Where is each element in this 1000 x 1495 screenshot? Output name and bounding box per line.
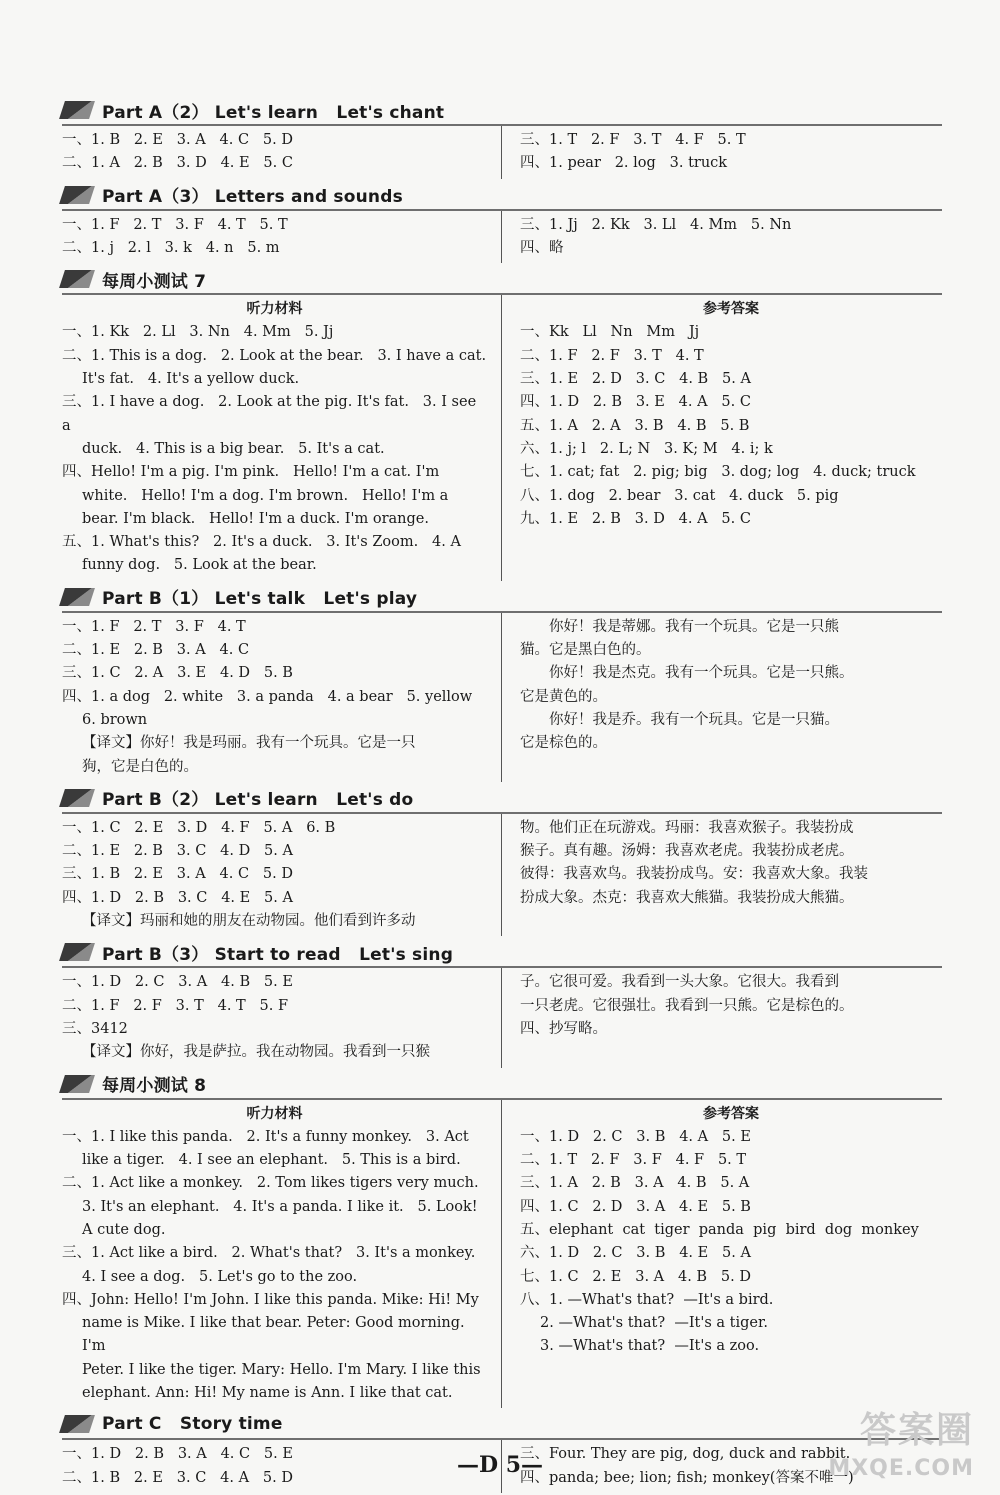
answer-line: 你好！我是乔。我有一个玩具。它是一只猫。 [549,711,839,728]
section-header [62,96,942,126]
answer-line: 狗，它是白色的。 [82,758,198,775]
answer-line: 七、1. cat; fat 2. pig; big 3. dog; log 4. duck; truck [520,464,916,481]
answer-line: 4. I see a dog. 5. Let's go to the zoo. [82,1268,358,1285]
answer-line: 一只老虎。它很强壮。我看到一只熊。它是棕色的。 [520,997,854,1014]
answer-line: 三、1. T 2. F 3. T 4. F 5. T [520,132,746,148]
answer-line: 七、1. C 2. E 3. A 4. B 5. D [520,1268,751,1285]
section-columns [62,211,942,264]
section-marker-icon [59,789,95,807]
section-marker-icon [59,186,95,204]
answer-section [62,265,942,581]
section-header [62,583,942,613]
answer-line: 二、1. F 2. F 3. T 4. T [520,347,704,364]
answer-line: 它是黄色的。 [520,688,607,705]
section-marker-icon [59,943,95,961]
answer-line: white. Hello! I'm a dog. I'm brown. Hello! I'm a [82,487,449,504]
answer-line: Peter. I like the tiger. Mary: Hello. I'm Mary. I like this [82,1361,481,1378]
answer-line: 猴子。真有趣。汤姆：我喜欢老虎。我装扮成老虎。 [520,843,854,860]
section-header [62,784,942,814]
answer-line: bear. I'm black. Hello! I'm a duck. I'm orange. [82,510,429,527]
column-heading: 参考答案 [703,301,759,318]
answer-line: elephant. Ann: Hi! My name is Ann. I like that cat. [82,1385,453,1402]
answer-line: 三、1. A 2. B 3. A 4. B 5. A [520,1175,750,1192]
answer-line: 二、1. j 2. l 3. k 4. n 5. m [62,239,280,256]
left-column [62,211,502,264]
column-heading: 听力材料 [246,1105,303,1122]
section-marker-icon [59,270,95,288]
answer-line: 【译文】你好！我是玛丽。我有一个玩具。它是一只 [82,735,416,752]
right-column [502,968,942,1067]
section-marker-icon [59,588,95,606]
answer-line: 八、1. —What's that? —It's a bird. [520,1291,774,1308]
answer-line: 四、1. pear 2. log 3. truck [520,155,728,172]
section-header [62,1410,942,1440]
section-header [62,181,942,211]
answer-line: 一、1. I like this panda. 2. It's a funny monkey. 3. Act [62,1128,469,1145]
answer-line: 三、1. E 2. D 3. C 4. B 5. A [520,371,751,388]
right-column [502,613,942,782]
answer-line: 三、1. C 2. A 3. E 4. D 5. B [62,665,293,682]
answer-page [62,96,942,1495]
answer-section [62,583,942,782]
answer-line: 五、1. What's this? 2. It's a duck. 3. It's Zoom. 4. A [62,534,461,551]
answer-line: 四、John: Hello! I'm John. I like this panda. Mike: Hi! My [62,1291,479,1308]
left-column [62,126,502,179]
right-column [502,126,942,179]
answer-line: 三、3412 [62,1020,128,1037]
section-title: Part B（1） Let's talk Let's play [102,589,418,610]
answer-line: 扮成大象。杰克：我喜欢大熊猫。我装扮成大熊猫。 [520,889,854,906]
answer-line: 四、Hello! I'm a pig. I'm pink. Hello! I'm a cat. I'm [62,464,440,481]
section-header [62,938,942,968]
answer-line: 物。他们正在玩游戏。玛丽：我喜欢猴子。我装扮成 [520,819,854,836]
answer-line: 彼得：我喜欢鸟。我装扮成鸟。安：我喜欢大象。我装 [520,866,868,883]
left-column [62,295,502,581]
page-number: —D 5— [456,1452,544,1478]
answer-line: 子。它很可爱。我看到一头大象。它很大。我看到 [520,974,839,991]
answer-line: 九、1. E 2. B 3. D 4. A 5. C [520,510,751,527]
answer-line: 6. brown [82,711,148,728]
answer-line: 2. —What's that? —It's a tiger. [540,1315,768,1332]
answer-line: 三、1. Act like a bird. 2. What's that? 3. It's a monkey. [62,1245,476,1262]
answer-line: 二、1. T 2. F 3. F 4. F 5. T [520,1152,747,1169]
answer-line: 三、1. B 2. E 3. A 4. C 5. D [62,866,293,883]
answer-line: It's fat. 4. It's a yellow duck. [82,371,300,388]
answer-line: 四、抄写略。 [520,1020,607,1037]
answer-line: 二、1. B 2. E 3. C 4. A 5. D [62,1469,293,1486]
answer-line: 猫。它是黑白色的。 [520,642,651,659]
column-heading: 参考答案 [703,1105,759,1122]
section-title: 每周小测试 8 [102,1076,207,1096]
answer-line: 三、Four. They are pig, dog, duck and rabbit. [520,1446,851,1463]
answer-line: 一、1. D 2. B 3. A 4. C 5. E [62,1446,293,1463]
answer-section [62,181,942,264]
answer-line: name is Mike. I like that bear. Peter: Good morning. I'm [82,1315,470,1355]
answer-line: 一、1. Kk 2. Ll 3. Nn 4. Mm 5. Jj [62,324,334,341]
left-column [62,968,502,1067]
answer-line: 六、1. D 2. C 3. B 4. E 5. A [520,1245,751,1262]
answer-line: 一、1. F 2. T 3. F 4. T 5. T [62,216,288,233]
answer-line: 一、1. C 2. E 3. D 4. F 5. A 6. B [62,819,336,836]
answer-line: 3. —What's that? —It's a zoo. [540,1338,760,1355]
answer-line: like a tiger. 4. I see an elephant. 5. This is a bird. [82,1152,461,1169]
right-column [502,1100,942,1409]
answer-line: 【译文】你好，我是萨拉。我在动物园。我看到一只猴 [82,1044,430,1061]
section-title: Part A（2） Let's learn Let's chant [102,102,445,123]
answer-line: 四、1. D 2. B 3. C 4. E 5. A [62,889,293,906]
answer-line: 一、1. D 2. C 3. A 4. B 5. E [62,974,293,991]
answer-line: 六、1. j; l 2. L; N 3. K; M 4. i; k [520,440,773,457]
section-columns [62,295,942,581]
answer-section [62,1070,942,1409]
answer-line: 四、1. C 2. D 3. A 4. E 5. B [520,1198,751,1215]
answer-line: 三、1. Jj 2. Kk 3. Ll 4. Mm 5. Nn [520,216,792,233]
section-marker-icon [59,101,95,119]
left-column [62,1100,502,1409]
answer-section [62,938,942,1067]
left-column [62,814,502,936]
answer-line: A cute dog. [82,1221,166,1238]
watermark-url: MXQE.COM [828,1456,974,1481]
section-header [62,1070,942,1100]
answer-line: 一、1. B 2. E 3. A 4. C 5. D [62,132,293,148]
answer-line: 三、1. I have a dog. 2. Look at the pig. It's fat. 3. I see a [62,394,481,434]
answer-line: 二、1. This is a dog. 2. Look at the bear. 3. I have a cat. [62,347,487,364]
answer-section [62,784,942,936]
answer-line: 五、1. A 2. A 3. B 4. B 5. B [520,417,750,434]
answer-line: 四、1. a dog 2. white 3. a panda 4. a bear 5. yellow [62,688,473,705]
answer-line: funny dog. 5. Look at the bear. [82,557,317,574]
right-column [502,211,942,264]
right-column [502,814,942,936]
section-columns [62,1100,942,1409]
answer-line: 你好！我是蒂娜。我有一个玩具。它是一只熊 [549,618,839,635]
answer-line: 一、1. D 2. C 3. B 4. A 5. E [520,1128,751,1145]
section-header [62,265,942,295]
answer-line: 四、1. D 2. B 3. E 4. A 5. C [520,394,751,411]
section-columns [62,126,942,179]
answer-line: 一、Kk Ll Nn Mm Jj [520,324,700,341]
column-heading: 听力材料 [246,301,303,318]
section-title: Part A（3） Letters and sounds [102,187,403,208]
answer-line: 一、1. F 2. T 3. F 4. T [62,618,246,635]
answer-line: 二、1. F 2. F 3. T 4. T 5. F [62,997,289,1014]
section-title: 每周小测试 7 [102,271,207,292]
section-columns [62,613,942,782]
answer-line: 【译文】玛丽和她的朋友在动物园。他们看到许多动 [82,913,416,930]
answer-line: duck. 4. This is a big bear. 5. It's a cat. [82,440,385,457]
site-watermark [828,1412,974,1488]
answer-line: 二、1. E 2. B 3. C 4. D 5. A [62,843,293,860]
right-column [502,295,942,581]
answer-line: 五、elephant cat tiger panda pig bird dog monkey [520,1221,919,1238]
section-columns [62,968,942,1067]
answer-section [62,96,942,179]
watermark-logo-text: 答案圈 [859,1410,974,1451]
left-column [62,613,502,782]
section-marker-icon [59,1075,95,1093]
section-title: Part B（2） Let's learn Let's do [102,790,414,811]
answer-line: 你好！我是杰克。我有一个玩具。它是一只熊。 [549,665,854,682]
answer-line: 八、1. dog 2. bear 3. cat 4. duck 5. pig [520,487,839,504]
answer-line: 3. It's an elephant. 4. It's a panda. I like it. 5. Look! [82,1198,478,1215]
answer-line: 四、略 [520,239,564,256]
answer-line: 二、1. Act like a monkey. 2. Tom likes tigers very much. [62,1175,479,1192]
answer-line: 二、1. E 2. B 3. A 4. C [62,642,250,659]
section-marker-icon [59,1415,95,1433]
answer-line: 它是棕色的。 [520,735,607,752]
section-title: Part C Story time [102,1414,283,1435]
section-columns [62,814,942,936]
answer-line: 二、1. A 2. B 3. D 4. E 5. C [62,155,293,172]
answer-line: 四、panda; bee; lion; fish; monkey(答案不唯一) [520,1469,854,1486]
section-title: Part B（3） Start to read Let's sing [102,944,454,965]
